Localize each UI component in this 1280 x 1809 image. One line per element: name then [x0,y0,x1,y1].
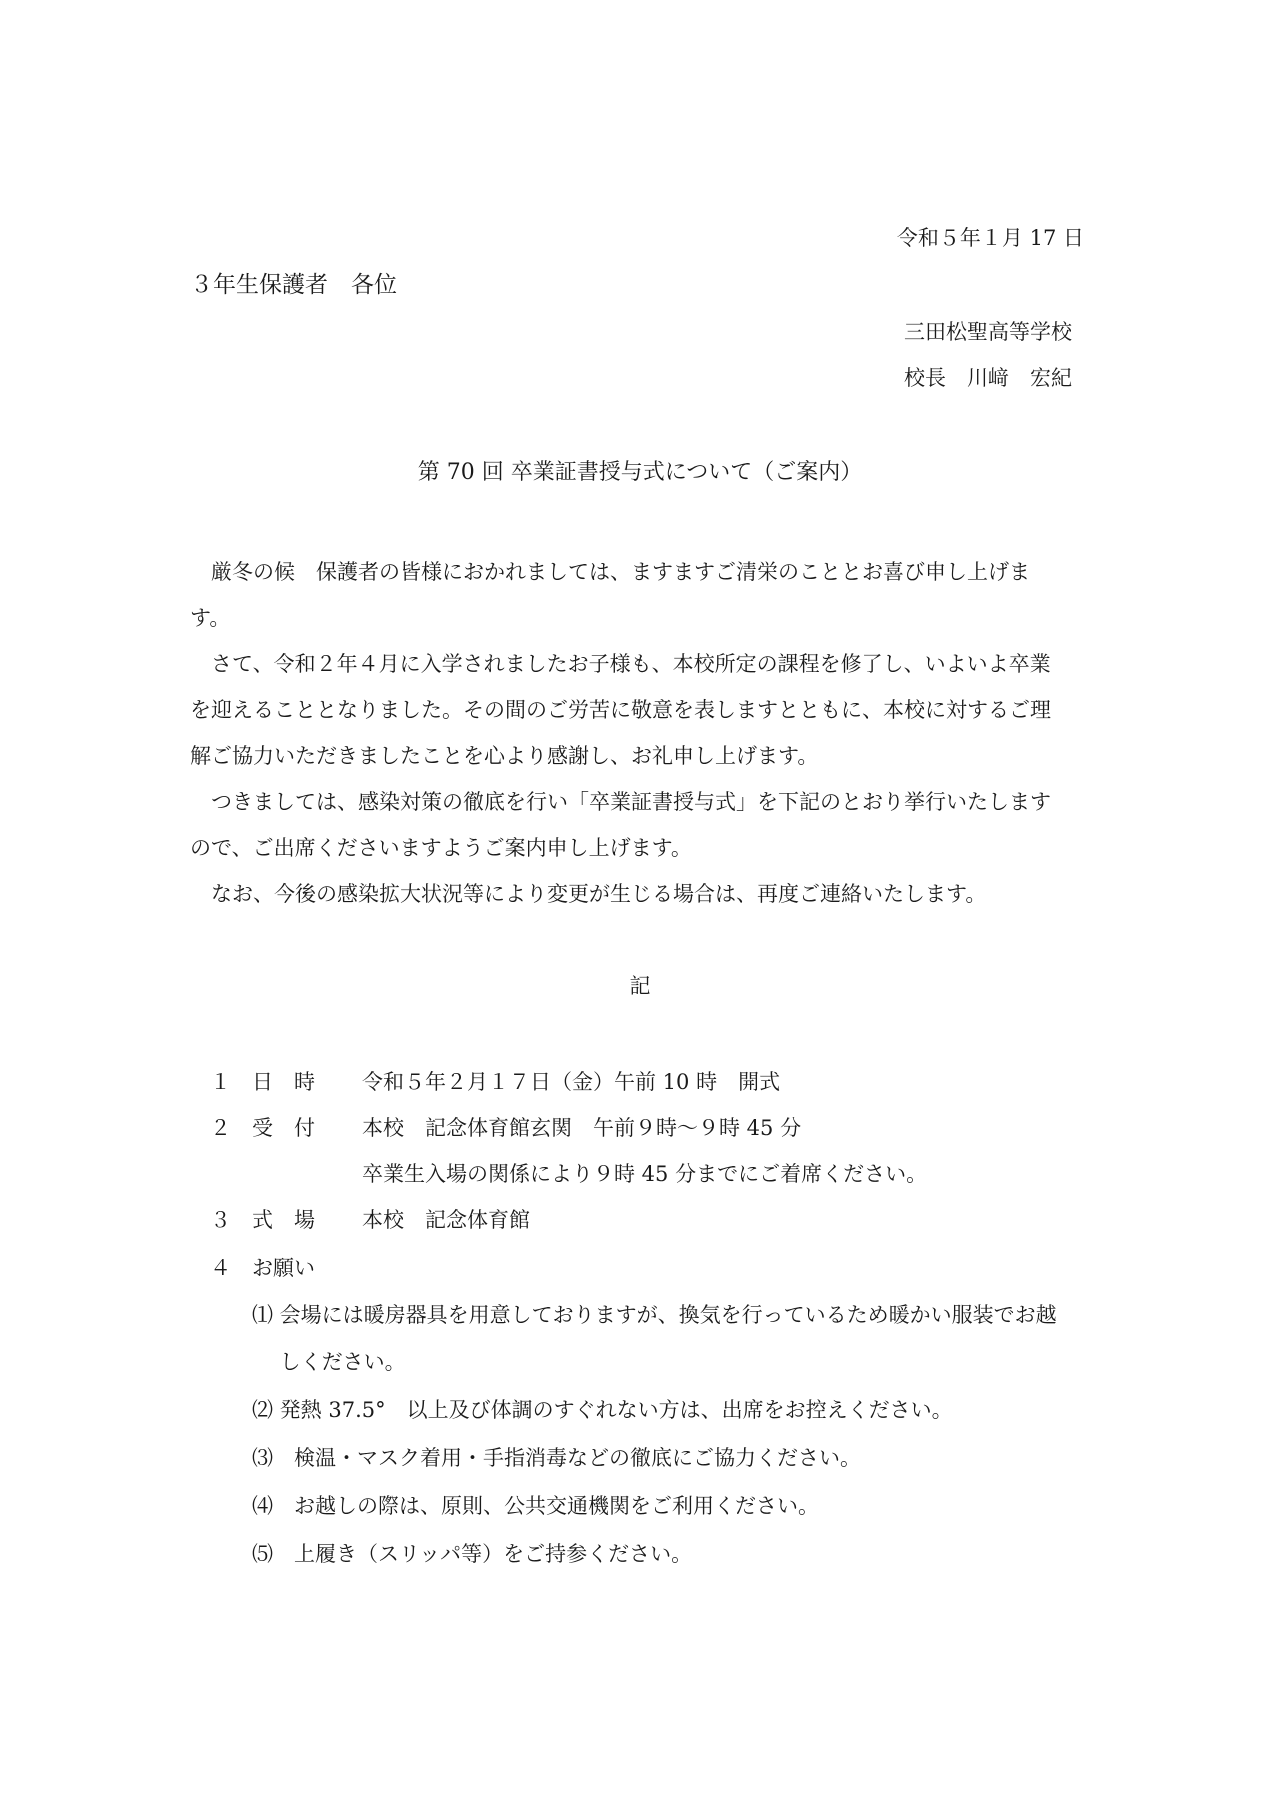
principal-name: 校長 川﨑 宏紀 [904,366,1072,390]
item-value: 令和５年２月１７日（金）午前 10 時 開式 [362,1070,781,1094]
body-line: す。 [190,606,231,630]
request-item: ⑸ 上履き（スリッパ等）をご持参ください。 [252,1542,693,1566]
item-number: ３ [210,1208,231,1232]
body-line: なお、今後の感染拡大状況等により変更が生じる場合は、再度ご連絡いたします。 [190,882,987,906]
body-line: つきましては、感染対策の徹底を行い「卒業証書授与式」を下記のとおり挙行いたします [190,790,1051,814]
school-name: 三田松聖高等学校 [904,320,1072,344]
body-line: 解ご協力いただきましたことを心より感謝し、お礼申し上げます。 [190,744,819,768]
body-line: 厳冬の候 保護者の皆様におかれましては、ますますご清栄のこととお喜び申し上げま [190,560,1030,584]
document-title: 第 70 回 卒業証書授与式について（ご案内） [417,460,863,485]
body-line: を迎えることとなりました。その間のご労苦に敬意を表しますとともに、本校に対するご理 [190,698,1051,722]
item-label: 受 付 [252,1116,315,1140]
item-row [0,1258,1280,1282]
item-value: 本校 記念体育館 [362,1208,530,1232]
addressee: ３年生保護者 各位 [190,272,397,298]
document-date: 令和５年１月 17 日 [896,226,1084,250]
body-line: さて、令和２年４月に入学されましたお子様も、本校所定の課程を修了し、いよいよ卒業 [190,652,1051,676]
request-item: ⑶ 検温・マスク着用・手指消毒などの徹底にご協力ください。 [252,1446,861,1470]
request-item: ⑵ 発熱 37.5° 以上及び体調のすぐれない方は、出席をお控えください。 [252,1398,953,1422]
item-row [0,1118,1280,1142]
item-label: 式 場 [252,1208,315,1232]
item-number: ４ [210,1256,231,1280]
item-number: １ [210,1070,231,1094]
item-label: お願い [252,1256,315,1280]
item-row [0,1210,1280,1234]
request-item: ⑷ お越しの際は、原則、公共交通機関をご利用ください。 [252,1494,819,1518]
request-item: しください。 [252,1350,406,1374]
item-value: 本校 記念体育館玄関 午前９時～９時 45 分 [362,1116,802,1140]
ki-heading: 記 [629,974,651,998]
item-label: 日 時 [252,1070,315,1094]
item-number: ２ [210,1116,231,1140]
body-line: ので、ご出席くださいますようご案内申し上げます。 [190,836,692,860]
item-row [0,1164,1280,1188]
request-item: ⑴ 会場には暖房器具を用意しておりますが、換気を行っているため暖かい服装でお越 [252,1303,1057,1327]
item-row [0,1072,1280,1096]
item-value: 卒業生入場の関係により９時 45 分までにご着席ください。 [362,1162,928,1186]
